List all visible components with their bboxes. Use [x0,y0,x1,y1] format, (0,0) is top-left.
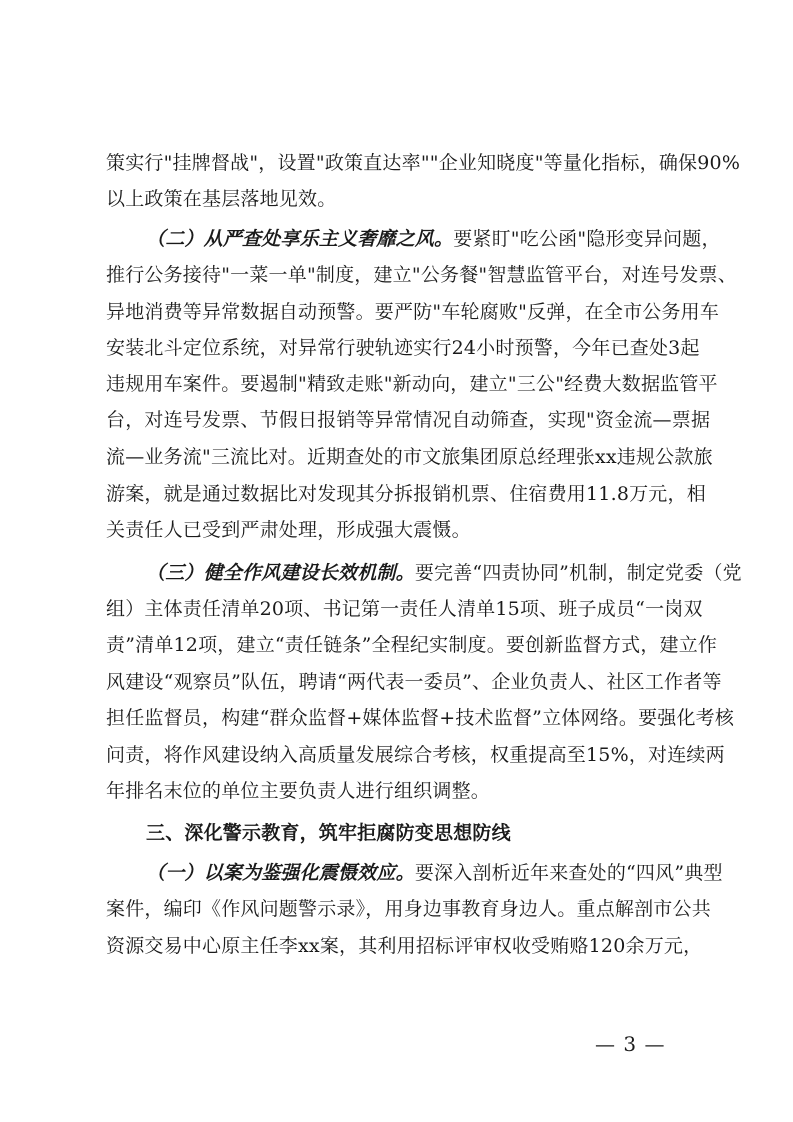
section-2-3-line: （三）健全作风建设长效机制。要完善“四责协同”机制，制定党委（党 [146,562,742,584]
body-line: 策实行"挂牌督战"，设置"政策直达率""企业知晓度"等量化指标，确保90% [106,152,741,174]
body-line: 责”清单12项，建立“责任链条”全程纪实制度。要创新监督方式，建立作 [106,634,718,656]
body-line: 以上政策在基层落地见效。 [106,188,337,210]
body-line: 流—业务流"三流比对。近期查处的市文旅集团原总经理张xx违规公款旅 [106,446,713,468]
body-line: 游案，就是通过数据比对发现其分拆报销机票、住宿费用11.8万元，相 [106,483,706,505]
section-3-1-line: （一）以案为鉴强化震慑效应。要深入剖析近年来查处的“四风”典型 [146,862,723,884]
body-line: 风建设“观察员”队伍，聘请“两代表一委员”、企业负责人、社区工作者等 [106,671,722,693]
body-line: 年排名末位的单位主要负责人进行组织调整。 [106,780,491,802]
subheading-lead: （二）从严查处享乐主义奢靡之风。 [146,228,454,250]
body-line: 台，对连号发票、节假日报销等异常情况自动筛查，实现"资金流—票据 [106,409,711,431]
section-heading: 三、深化警示教育，筑牢拒腐防变思想防线 [146,822,511,844]
body-line: 资源交易中心原主任李xx案，其利用招标评审权收受贿赂120余万元， [106,935,703,957]
body-line: 违规用车案件。要遏制"精致走账"新动向，建立"三公"经费大数据监管平 [106,373,718,395]
body-line: 问责，将作风建设纳入高质量发展综合考核，权重提高至15%，对连续两 [106,744,725,766]
body-line: 担任监督员，构建“群众监督+媒体监督+技术监督”立体网络。要强化考核 [106,707,735,729]
subheading-lead: （三）健全作风建设长效机制。 [146,562,415,584]
page-number: — 3 — [595,1032,666,1056]
body-line: 案件，编印《作风问题警示录》，用身边事教育身边人。重点解剖市公共 [106,898,711,920]
body-line: 推行公务接待"一菜一单"制度，建立"公务餐"智慧监管平台，对连号发票、 [106,264,737,286]
body-line: 异地消费等异常数据自动预警。要严防"车轮腐败"反弹，在全市公务用车 [106,301,720,323]
body-line: 关责任人已受到严肃处理，形成强大震慑。 [106,519,471,541]
body-line: 安装北斗定位系统，对异常行驶轨迹实行24小时预警，今年已查处3起 [106,337,700,359]
section-2-2-line: （二）从严查处享乐主义奢靡之风。要紧盯"吃公函"隐形变异问题， [146,228,721,250]
subheading-lead: （一）以案为鉴强化震慑效应。 [146,862,415,884]
body-line: 组）主体责任清单20项、书记第一责任人清单15项、班子成员“一岗双 [106,598,703,620]
